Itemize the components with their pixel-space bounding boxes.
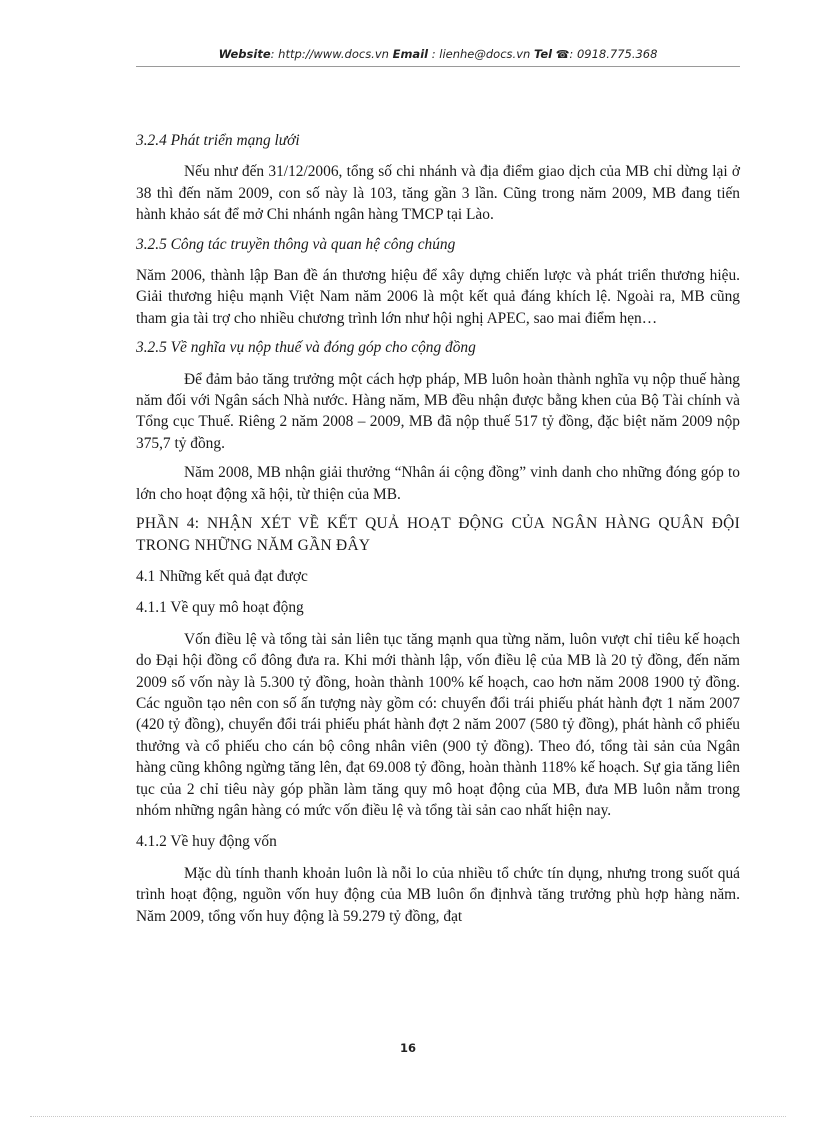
page-header xyxy=(136,47,740,61)
website-value: : http://www.docs.vn xyxy=(270,47,389,61)
part-4-heading: PHẦN 4: NHẬN XÉT VỀ KẾT QUẢ HOẠT ĐỘNG CỦA NGÂN HÀNG QUÂN ĐỘI TRONG NHỮNG NĂM GẦN ĐÂY xyxy=(136,515,740,554)
section-heading-3-2-5-communication: 3.2.5 Công tác truyền thông và quan hệ công chúng xyxy=(136,235,456,253)
phone-icon: ☎ xyxy=(555,48,570,61)
paragraph-3-2-5-tax-2: Năm 2008, MB nhận giải thưởng “Nhân ái cộng đồng” vinh danh cho những đóng góp to lớn cho hoạt động xã hội, từ thiện của MB. xyxy=(136,464,740,503)
section-heading-4-1: 4.1 Những kết quả đạt được xyxy=(136,567,308,585)
paragraph-4-1-1: Vốn điều lệ và tổng tài sản liên tục tăng mạnh qua từng năm, luôn vượt chỉ tiêu kế hoạch do Đại hội đồng cổ đông đưa ra. Khi mới thành lập, vốn điều lệ của MB là 20 tỷ đồng, đến năm 2009 số vốn này là 5.300 tỷ đồng, hoàn thành 100% kế hoạch, cao hơn năm 2008 1900 tỷ đồng. Các nguồn tạo nên con số ấn tượng này gồm có: chuyển đổi trái phiếu phát hành đợt 1 năm 2007 (420 tỷ đồng), chuyển đổi trái phiếu phát hành đợt 2 năm 2007 (580 tỷ đồng), phát hành cổ phiếu thưởng và cổ phiếu cho cán bộ công nhân viên (900 tỷ đồng). Theo đó, tổng tài sản của Ngân hàng cũng không ngừng tăng lên, đạt 69.008 tỷ đồng, hoàn thành 118% kế hoạch. Sự gia tăng liên tục của 2 chỉ tiêu này góp phần làm tăng quy mô hoạt động của MB, đưa MB luôn nằm trong nhóm những ngân hàng có mức vốn điều lệ và tổng tài sản cao nhất hiện nay. xyxy=(136,630,740,819)
tel-label: Tel xyxy=(533,47,553,61)
paragraph-3-2-4: Nếu như đến 31/12/2006, tổng số chi nhánh và địa điểm giao dịch của MB chỉ dừng lại ở 38 thì đến năm 2009, con số này là 103, tăng gần 3 lần. Cũng trong năm 2009, MB đang tiến hành khảo sát để mở Chi nhánh ngân hàng TMCP tại Lào. xyxy=(136,163,740,224)
header-divider xyxy=(136,66,740,67)
paragraph-4-1-2: Mặc dù tính thanh khoản luôn là nỗi lo của nhiều tổ chức tín dụng, nhưng trong suốt quá trình hoạt động, nguồn vốn huy động của MB luôn ổn địnhvà tăng trưởng phù hợp hàng năm. Năm 2009, tổng vốn huy động là 59.279 tỷ đồng, đạt xyxy=(136,864,740,925)
section-heading-4-1-1: 4.1.1 Về quy mô hoạt động xyxy=(136,599,304,617)
section-heading-3-2-5-tax: 3.2.5 Về nghĩa vụ nộp thuế và đóng góp cho cộng đồng xyxy=(136,339,476,357)
section-heading-4-1-2: 4.1.2 Về huy động vốn xyxy=(136,833,277,851)
paragraph-3-2-5-tax-1: Để đảm bảo tăng trưởng một cách hợp pháp, MB luôn hoàn thành nghĩa vụ nộp thuế hàng năm đối với Ngân sách Nhà nước. Hàng năm, MB đều nhận được bằng khen của Bộ Tài chính và Tổng cục Thuế. Riêng 2 năm 2008 – 2009, MB đã nộp thuế 517 tỷ đồng, đặc biệt năm 2009 nộp 375,7 tỷ đồng. xyxy=(136,370,740,452)
section-heading-3-2-4: 3.2.4 Phát triển mạng lưới xyxy=(136,132,300,149)
page-body xyxy=(136,130,740,927)
email-label: Email xyxy=(392,47,429,61)
paragraph-3-2-5-communication: Năm 2006, thành lập Ban đề án thương hiệu để xây dựng chiến lược và phát triển thương hiệu. Giải thương hiệu mạnh Việt Nam năm 2006 là một kết quả đáng khích lệ. Ngoài ra, MB cũng tham gia tài trợ cho nhiều chương trình lớn như hội nghị APEC, sao mai điểm hẹn… xyxy=(136,267,740,327)
footer-divider xyxy=(30,1116,786,1117)
tel-value: : 0918.775.368 xyxy=(569,47,658,61)
website-label: Website xyxy=(218,47,271,61)
email-value: : lienhe@docs.vn xyxy=(431,47,531,61)
page-number: 16 xyxy=(399,1041,416,1055)
